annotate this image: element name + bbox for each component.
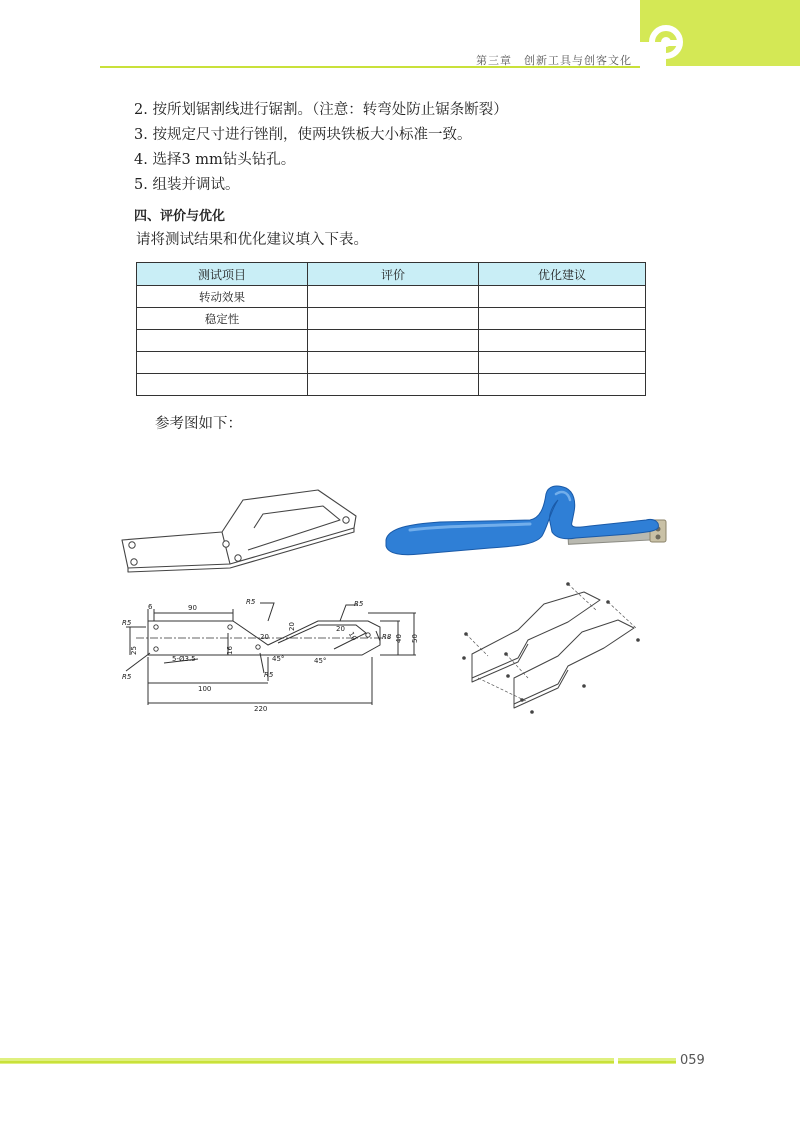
hole-note: 5-Ø3.5: [172, 655, 196, 663]
table-cell[interactable]: [308, 352, 479, 374]
radius-label: R5: [122, 619, 132, 627]
table-cell[interactable]: [137, 352, 308, 374]
chapter-logo-icon: [646, 20, 686, 64]
dim-label: 6: [148, 603, 153, 611]
dim-label: 20: [288, 622, 296, 631]
footer-rule-inner: [0, 1061, 676, 1063]
saw-photo-figure: [380, 482, 670, 562]
table-cell[interactable]: [479, 352, 646, 374]
step-item: 4. 选择3 mm钻头钻孔。: [134, 152, 296, 168]
dim-label: 50: [411, 634, 419, 643]
table-row: [137, 374, 646, 396]
table-cell: 稳定性: [137, 308, 308, 330]
dim-label: 90: [188, 604, 197, 612]
table-header-cell: 评价: [308, 263, 479, 286]
chapter-title: 第三章 创新工具与创客文化: [476, 54, 632, 67]
step-item: 3. 按规定尺寸进行锉削，使两块铁板大小标准一致。: [134, 127, 472, 143]
table-header-row: [137, 263, 646, 286]
dim-label: 100: [198, 685, 212, 693]
table-cell[interactable]: [308, 330, 479, 352]
page-number: 059: [680, 1053, 705, 1068]
table-cell[interactable]: [479, 330, 646, 352]
radius-label: R5: [122, 673, 132, 681]
table-row: [137, 286, 646, 308]
exploded-assembly-figure: [458, 582, 658, 722]
dim-label: 20: [336, 625, 345, 633]
table-cell[interactable]: [479, 308, 646, 330]
table-header-cell: 优化建议: [479, 263, 646, 286]
radius-label: R5: [264, 671, 274, 679]
dimension-drawing-figure: [118, 595, 438, 720]
radius-label: R5: [354, 600, 364, 608]
plate-outline-figure: [118, 480, 368, 575]
dim-label: 220: [254, 705, 268, 713]
step-list: [134, 98, 694, 198]
angle-label: 45°: [314, 657, 327, 665]
section-intro: 请将测试结果和优化建议填入下表。: [136, 232, 368, 248]
table-cell: 转动效果: [137, 286, 308, 308]
table-row: [137, 308, 646, 330]
angle-label: 45°: [272, 655, 285, 663]
radius-label: R8: [382, 633, 392, 641]
table-cell[interactable]: [137, 330, 308, 352]
step-item: 5. 组装并调试。: [134, 177, 240, 193]
evaluation-table: [136, 262, 646, 396]
table-cell[interactable]: [308, 374, 479, 396]
table-cell[interactable]: [308, 286, 479, 308]
dim-label: 10: [346, 630, 359, 643]
table-header-cell: 测试项目: [137, 263, 308, 286]
reference-label: 参考图如下：: [155, 416, 242, 432]
table-row: [137, 330, 646, 352]
table-cell[interactable]: [137, 374, 308, 396]
table-cell[interactable]: [308, 308, 479, 330]
dim-label: 40: [395, 634, 403, 643]
radius-label: R5: [246, 598, 256, 606]
section-title: 四、评价与优化: [134, 209, 226, 224]
table-cell[interactable]: [479, 286, 646, 308]
table-row: [137, 352, 646, 374]
footer-rule-gap: [614, 1056, 618, 1066]
dim-label: 16: [226, 646, 234, 655]
step-item: 2. 按所划锯割线进行锯割。（注意：转弯处防止锯条断裂）: [134, 102, 508, 118]
dim-label: 20: [260, 633, 269, 641]
dim-label: 25: [130, 646, 138, 655]
table-cell[interactable]: [479, 374, 646, 396]
